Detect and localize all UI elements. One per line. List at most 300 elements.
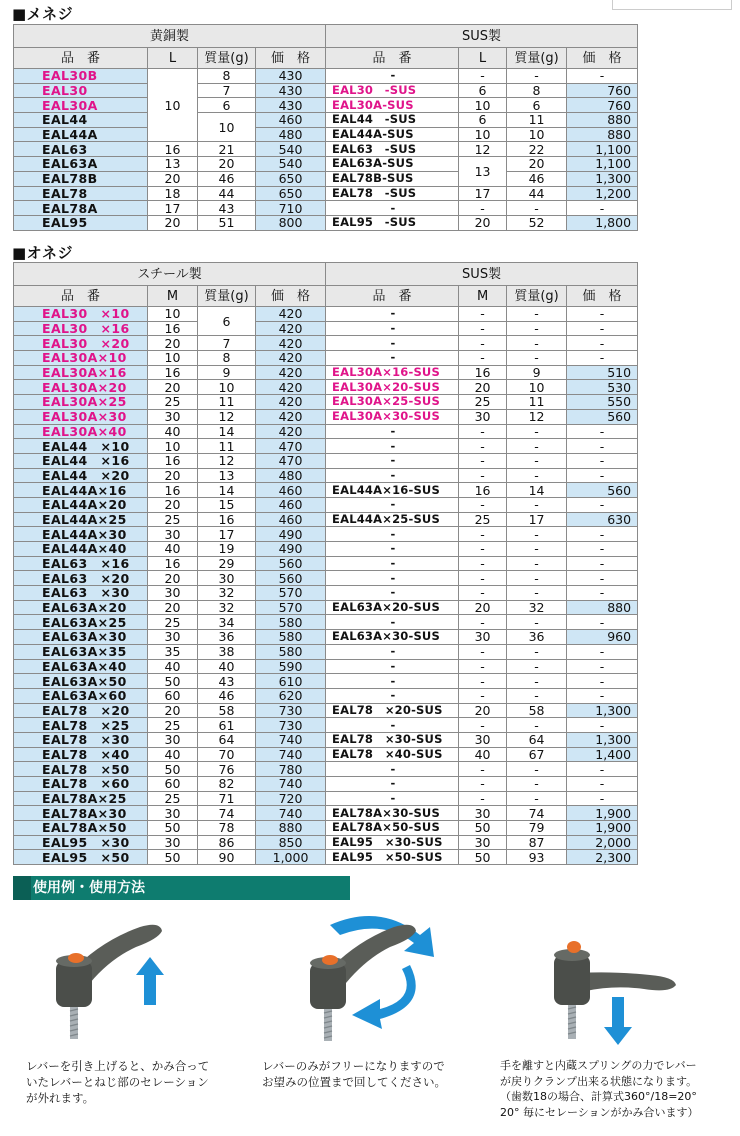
sus-mass-cell: - [507,791,567,806]
mass-cell: 12 [198,453,256,468]
sus-part-number-cell: - [326,351,459,366]
sus-length-cell: 20 [459,215,507,230]
mass-cell: 19 [198,542,256,557]
sus-mass-cell: 52 [507,215,567,230]
m-size-cell: 10 [148,307,198,322]
sus-part-number-cell: - [326,439,459,454]
price-cell: 420 [256,351,326,366]
sus-mass-cell: - [507,336,567,351]
sus-price-cell: 1,900 [567,821,638,836]
mesu-group-left: 黄銅製 [14,25,326,48]
part-number-cell: EAL63A×60 [14,688,148,703]
sus-m-size-cell: 20 [459,703,507,718]
table-row [14,157,638,172]
caption-rotate-line: お望みの位置まで回してください。 [262,1075,446,1089]
mass-cell: 43 [198,674,256,689]
m-size-cell: 20 [148,497,198,512]
sus-part-number-cell: EAL78A×50-SUS [326,821,459,836]
sus-price-cell: 550 [567,395,638,410]
table-row [14,600,638,615]
sus-mass-cell: - [507,439,567,454]
rotate-arrow-bottom-icon [352,965,416,1029]
m-size-cell: 60 [148,777,198,792]
part-number-cell: EAL30A×16 [14,365,148,380]
mass-cell: 82 [198,777,256,792]
part-number-cell: EAL63A×35 [14,644,148,659]
osu-col-sus-price: 価 格 [567,286,638,307]
sus-price-cell: - [567,615,638,630]
sus-price-cell: 760 [567,98,638,113]
price-cell: 560 [256,556,326,571]
sus-part-number-cell: - [326,586,459,601]
sus-m-size-cell: - [459,571,507,586]
part-number-cell: EAL63A [14,157,148,172]
price-cell: 420 [256,380,326,395]
price-cell: 880 [256,821,326,836]
part-number-cell: EAL95 ×30 [14,835,148,850]
m-size-cell: 16 [148,483,198,498]
caption-release-line: が戻りクランプ出来る状態になります。 [500,1074,698,1088]
sus-mass-cell: - [507,762,567,777]
mass-cell: 40 [198,659,256,674]
length-cell: 13 [148,157,198,172]
sus-mass-cell: 22 [507,142,567,157]
mass-cell: 7 [198,336,256,351]
sus-price-cell: - [567,69,638,84]
sus-part-number-cell: EAL44A×25-SUS [326,512,459,527]
sus-price-cell: - [567,791,638,806]
part-number-cell: EAL78 ×50 [14,762,148,777]
sus-m-size-cell: 40 [459,747,507,762]
table-row [14,351,638,366]
price-cell: 460 [256,497,326,512]
part-number-cell: EAL78 ×40 [14,747,148,762]
sus-price-cell: - [567,571,638,586]
sus-m-size-cell: - [459,439,507,454]
mass-cell: 71 [198,791,256,806]
length-cell: 16 [148,142,198,157]
lever-release-figure [540,905,710,1055]
table-row [14,762,638,777]
sus-mass-cell: 8 [507,83,567,98]
mesu-col-price: 価 格 [256,48,326,69]
mass-cell: 64 [198,732,256,747]
length-cell: 18 [148,186,198,201]
part-number-cell: EAL63A×40 [14,659,148,674]
sus-price-cell: - [567,718,638,733]
sus-price-cell: 760 [567,83,638,98]
price-cell: 480 [256,127,326,142]
sus-part-number-cell: EAL44A×16-SUS [326,483,459,498]
osu-col-sus-mass: 質量(g) [507,286,567,307]
price-cell: 580 [256,644,326,659]
sus-part-number-cell: EAL95 ×50-SUS [326,850,459,865]
price-cell: 460 [256,483,326,498]
sus-part-number-cell: - [326,688,459,703]
sus-part-number-cell: - [326,777,459,792]
m-size-cell: 20 [148,380,198,395]
mass-cell: 86 [198,835,256,850]
price-cell: 470 [256,439,326,454]
sus-m-size-cell: - [459,336,507,351]
sus-m-size-cell: 16 [459,483,507,498]
mass-cell: 44 [198,186,256,201]
part-number-cell: EAL30 ×16 [14,321,148,336]
table-row [14,395,638,410]
sus-mass-cell: - [507,527,567,542]
price-cell: 420 [256,336,326,351]
m-size-cell: 16 [148,321,198,336]
sus-mass-cell: - [507,571,567,586]
sus-mass-cell: - [507,586,567,601]
knob-body [56,961,92,1007]
price-cell: 730 [256,703,326,718]
m-size-cell: 30 [148,527,198,542]
osu-section-title: ■オネジ [12,244,74,262]
part-number-cell: EAL30A×20 [14,380,148,395]
sus-mass-cell: - [507,351,567,366]
usage-title: 使用例・使用方法 [13,876,350,900]
sus-mass-cell: - [507,497,567,512]
sus-part-number-cell: - [326,201,459,216]
part-number-cell: EAL30 [14,83,148,98]
mass-cell: 11 [198,439,256,454]
mesu-col-sus-pno: 品 番 [326,48,459,69]
sus-mass-cell: - [507,718,567,733]
mass-cell: 11 [198,395,256,410]
sus-price-cell: - [567,674,638,689]
osu-col-price: 価 格 [256,286,326,307]
table-row [14,556,638,571]
sus-price-cell: - [567,453,638,468]
sus-price-cell: - [567,468,638,483]
table-row [14,98,638,113]
m-size-cell: 30 [148,732,198,747]
mass-cell: 6 [198,307,256,336]
sus-mass-cell: 6 [507,98,567,113]
price-cell: 430 [256,69,326,84]
sus-price-cell: - [567,527,638,542]
sus-length-cell: 10 [459,98,507,113]
part-number-cell: EAL95 [14,215,148,230]
sus-price-cell: 510 [567,365,638,380]
sus-part-number-cell: EAL95 -SUS [326,215,459,230]
table-row [14,688,638,703]
mass-cell: 6 [198,98,256,113]
sus-price-cell: - [567,201,638,216]
caption-release-line: 手を離すと内蔵スプリングの力でレバー [500,1059,697,1072]
table-row [14,821,638,836]
mass-cell: 36 [198,630,256,645]
sus-m-size-cell: - [459,321,507,336]
sus-price-cell: - [567,321,638,336]
price-cell: 580 [256,630,326,645]
sus-m-size-cell: - [459,674,507,689]
caption-lift-line: レバーを引き上げると、かみ合って [26,1059,210,1073]
sus-mass-cell: 64 [507,732,567,747]
table-row [14,336,638,351]
sus-price-cell: - [567,497,638,512]
table-row [14,527,638,542]
part-number-cell: EAL44 ×16 [14,453,148,468]
table-row [14,615,638,630]
corner-box [612,0,732,10]
sus-part-number-cell: EAL78 -SUS [326,186,459,201]
mass-cell: 78 [198,821,256,836]
sus-part-number-cell: EAL30A×20-SUS [326,380,459,395]
table-row [14,718,638,733]
sus-m-size-cell: - [459,777,507,792]
sus-part-number-cell: EAL78A×30-SUS [326,806,459,821]
mass-cell: 17 [198,527,256,542]
part-number-cell: EAL44 [14,113,148,128]
caption-lift-line: が外れます。 [26,1091,95,1105]
mass-cell: 8 [198,69,256,84]
m-size-cell: 20 [148,600,198,615]
sus-m-size-cell: - [459,615,507,630]
sus-length-cell: 6 [459,113,507,128]
table-row [14,468,638,483]
sus-m-size-cell: - [459,453,507,468]
sus-mass-cell: - [507,674,567,689]
part-number-cell: EAL30A×40 [14,424,148,439]
m-size-cell: 40 [148,747,198,762]
sus-mass-cell: 10 [507,127,567,142]
sus-price-cell: 1,400 [567,747,638,762]
sus-part-number-cell: EAL63A-SUS [326,157,459,172]
table-row [14,127,638,142]
sus-part-number-cell: EAL78 ×40-SUS [326,747,459,762]
mass-cell: 21 [198,142,256,157]
sus-part-number-cell: - [326,527,459,542]
price-cell: 430 [256,83,326,98]
price-cell: 1,000 [256,850,326,865]
sus-length-cell: 17 [459,186,507,201]
sus-mass-cell: 58 [507,703,567,718]
sus-mass-cell: 11 [507,113,567,128]
caption-rotate-line: レバーのみがフリーになりますので [262,1059,445,1073]
sus-mass-cell: 11 [507,395,567,410]
sus-part-number-cell: EAL44A-SUS [326,127,459,142]
sus-part-number-cell: - [326,644,459,659]
sus-part-number-cell: EAL95 ×30-SUS [326,835,459,850]
m-size-cell: 30 [148,586,198,601]
part-number-cell: EAL78B [14,171,148,186]
sus-m-size-cell: - [459,586,507,601]
sus-mass-cell: 46 [507,171,567,186]
table-row [14,512,638,527]
table-row [14,321,638,336]
table-row [14,777,638,792]
mass-cell: 46 [198,688,256,703]
price-cell: 420 [256,409,326,424]
part-number-cell: EAL78 ×60 [14,777,148,792]
sus-part-number-cell: - [326,307,459,322]
mass-cell: 14 [198,483,256,498]
sus-price-cell: - [567,424,638,439]
sus-part-number-cell: - [326,497,459,512]
m-size-cell: 16 [148,365,198,380]
sus-mass-cell: 32 [507,600,567,615]
sus-m-size-cell: - [459,527,507,542]
part-number-cell: EAL44A [14,127,148,142]
m-size-cell: 40 [148,659,198,674]
part-number-cell: EAL63 ×16 [14,556,148,571]
mass-cell: 43 [198,201,256,216]
sus-part-number-cell: EAL30A×16-SUS [326,365,459,380]
table-row [14,380,638,395]
up-arrow-icon [136,957,164,1005]
mass-cell: 34 [198,615,256,630]
price-cell: 740 [256,806,326,821]
sus-price-cell: 960 [567,630,638,645]
mass-cell: 30 [198,571,256,586]
m-size-cell: 25 [148,395,198,410]
sus-part-number-cell: - [326,556,459,571]
sus-mass-cell: - [507,307,567,322]
sus-mass-cell: 17 [507,512,567,527]
m-size-cell: 10 [148,351,198,366]
sus-mass-cell: - [507,424,567,439]
mass-cell: 20 [198,157,256,172]
sus-m-size-cell: 30 [459,806,507,821]
mesu-col-l: L [148,48,198,69]
table-row [14,215,638,230]
caption-rotate [262,1058,446,1090]
m-size-cell: 30 [148,630,198,645]
mesu-table [13,24,638,231]
lever-handle [580,972,676,991]
length-cell: 10 [148,69,198,142]
price-cell: 740 [256,732,326,747]
price-cell: 580 [256,615,326,630]
mass-cell: 61 [198,718,256,733]
table-row [14,365,638,380]
mass-cell: 15 [198,497,256,512]
sus-price-cell: - [567,556,638,571]
part-number-cell: EAL63A×20 [14,600,148,615]
length-cell: 20 [148,171,198,186]
sus-part-number-cell: EAL30A×30-SUS [326,409,459,424]
part-number-cell: EAL44 ×20 [14,468,148,483]
price-cell: 460 [256,512,326,527]
sus-m-size-cell: - [459,307,507,322]
mass-cell: 12 [198,409,256,424]
mass-cell: 90 [198,850,256,865]
sus-mass-cell: - [507,542,567,557]
price-cell: 610 [256,674,326,689]
sus-mass-cell: - [507,615,567,630]
osu-group-right: SUS製 [326,263,638,286]
sus-part-number-cell: - [326,336,459,351]
sus-mass-cell: 14 [507,483,567,498]
price-cell: 780 [256,762,326,777]
osu-col-pno: 品 番 [14,286,148,307]
sus-part-number-cell: - [326,571,459,586]
sus-mass-cell: 79 [507,821,567,836]
sus-m-size-cell: - [459,424,507,439]
m-size-cell: 50 [148,850,198,865]
mass-cell: 29 [198,556,256,571]
knob-body [554,955,590,1005]
part-number-cell: EAL44A×20 [14,497,148,512]
table-row [14,307,638,322]
price-cell: 420 [256,424,326,439]
sus-m-size-cell: 25 [459,512,507,527]
sus-length-cell: 6 [459,83,507,98]
sus-mass-cell: - [507,777,567,792]
caption-lift [26,1058,209,1106]
table-row [14,201,638,216]
part-number-cell: EAL30A×10 [14,351,148,366]
part-number-cell: EAL44A×25 [14,512,148,527]
sus-m-size-cell: 30 [459,409,507,424]
lever-rotate-figure [290,905,460,1055]
osu-table [13,262,638,865]
sus-mass-cell: - [507,69,567,84]
sus-price-cell: 1,300 [567,703,638,718]
m-size-cell: 10 [148,439,198,454]
price-cell: 420 [256,321,326,336]
sus-price-cell: 1,900 [567,806,638,821]
sus-part-number-cell: EAL78 ×30-SUS [326,732,459,747]
price-cell: 650 [256,171,326,186]
price-cell: 570 [256,600,326,615]
sus-price-cell: - [567,351,638,366]
osu-col-sus-m: M [459,286,507,307]
price-cell: 420 [256,365,326,380]
sus-price-cell: 560 [567,483,638,498]
sus-mass-cell: 20 [507,157,567,172]
price-cell: 480 [256,468,326,483]
sus-mass-cell: - [507,659,567,674]
table-row [14,424,638,439]
price-cell: 560 [256,571,326,586]
sus-m-size-cell: - [459,644,507,659]
mass-cell: 58 [198,703,256,718]
table-row [14,571,638,586]
sus-length-cell: - [459,69,507,84]
sus-price-cell: - [567,307,638,322]
mass-cell: 32 [198,600,256,615]
sus-mass-cell: 9 [507,365,567,380]
m-size-cell: 25 [148,512,198,527]
price-cell: 650 [256,186,326,201]
sus-m-size-cell: 50 [459,821,507,836]
sus-part-number-cell: - [326,321,459,336]
sus-m-size-cell: - [459,718,507,733]
sus-m-size-cell: 25 [459,395,507,410]
mesu-col-mass: 質量(g) [198,48,256,69]
part-number-cell: EAL30B [14,69,148,84]
mass-cell: 9 [198,365,256,380]
sus-mass-cell: - [507,201,567,216]
mass-cell: 10 [198,113,256,142]
caption-release-line: 20° 毎にセレーションがかみ合います） [500,1105,699,1119]
table-row [14,186,638,201]
table-row [14,659,638,674]
sus-part-number-cell: EAL78B-SUS [326,171,459,186]
table-row [14,806,638,821]
sus-part-number-cell: - [326,718,459,733]
sus-price-cell: 2,000 [567,835,638,850]
m-size-cell: 25 [148,791,198,806]
table-row [14,171,638,186]
table-row [14,674,638,689]
mass-cell: 7 [198,83,256,98]
orange-button-icon [322,955,338,965]
sus-part-number-cell: - [326,453,459,468]
